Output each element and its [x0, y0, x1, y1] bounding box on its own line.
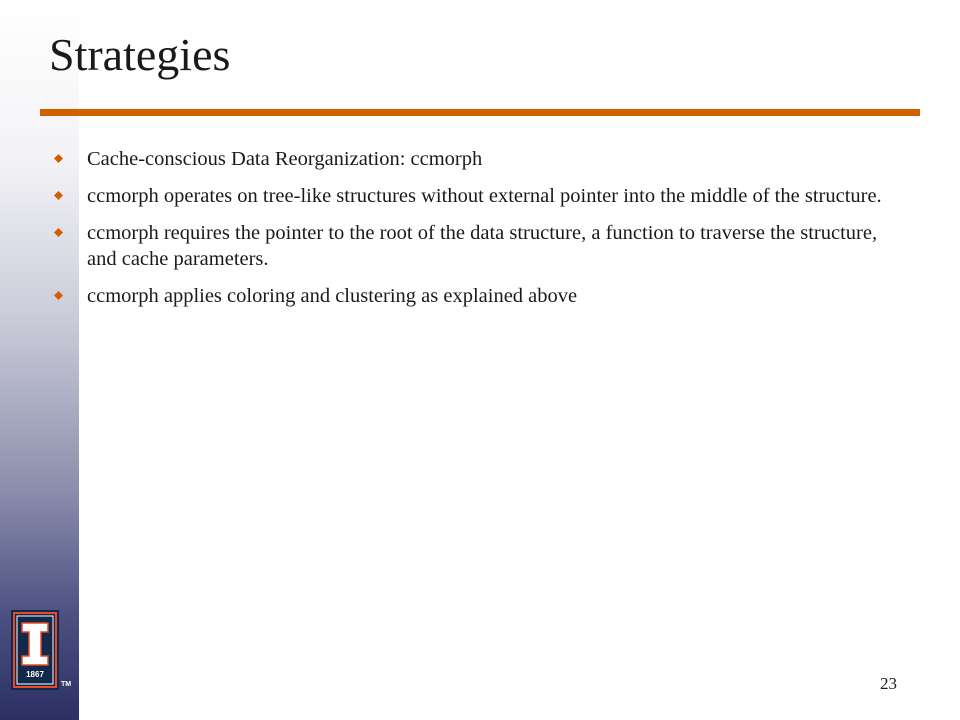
bullet-text: ccmorph applies coloring and clustering as explained above — [87, 285, 578, 307]
bullet-item — [52, 183, 892, 209]
university-block-i-logo — [11, 610, 59, 690]
slide-title: Strategies — [49, 29, 231, 80]
bullet-text: Cache-conscious Data Reorganization: ccmorph — [87, 148, 483, 170]
bullet-item — [52, 146, 892, 172]
diamond-bullet-icon — [54, 228, 63, 237]
diamond-bullet-icon — [54, 154, 63, 163]
title-underline-rule — [40, 109, 920, 116]
logo-year: 1867 — [26, 670, 44, 679]
bullet-text: ccmorph requires the pointer to the root of the data structure, a function to traverse the structure, and cache parameters. — [87, 222, 878, 270]
bullet-item — [52, 220, 892, 272]
diamond-bullet-icon — [54, 291, 63, 300]
bullet-list — [52, 146, 892, 320]
page-number: 23 — [880, 674, 897, 693]
bullet-text: ccmorph operates on tree-like structures without external pointer into the middle of the structure. — [87, 185, 882, 207]
diamond-bullet-icon — [54, 191, 63, 200]
trademark-mark: TM — [61, 681, 72, 688]
bullet-item — [52, 283, 892, 309]
